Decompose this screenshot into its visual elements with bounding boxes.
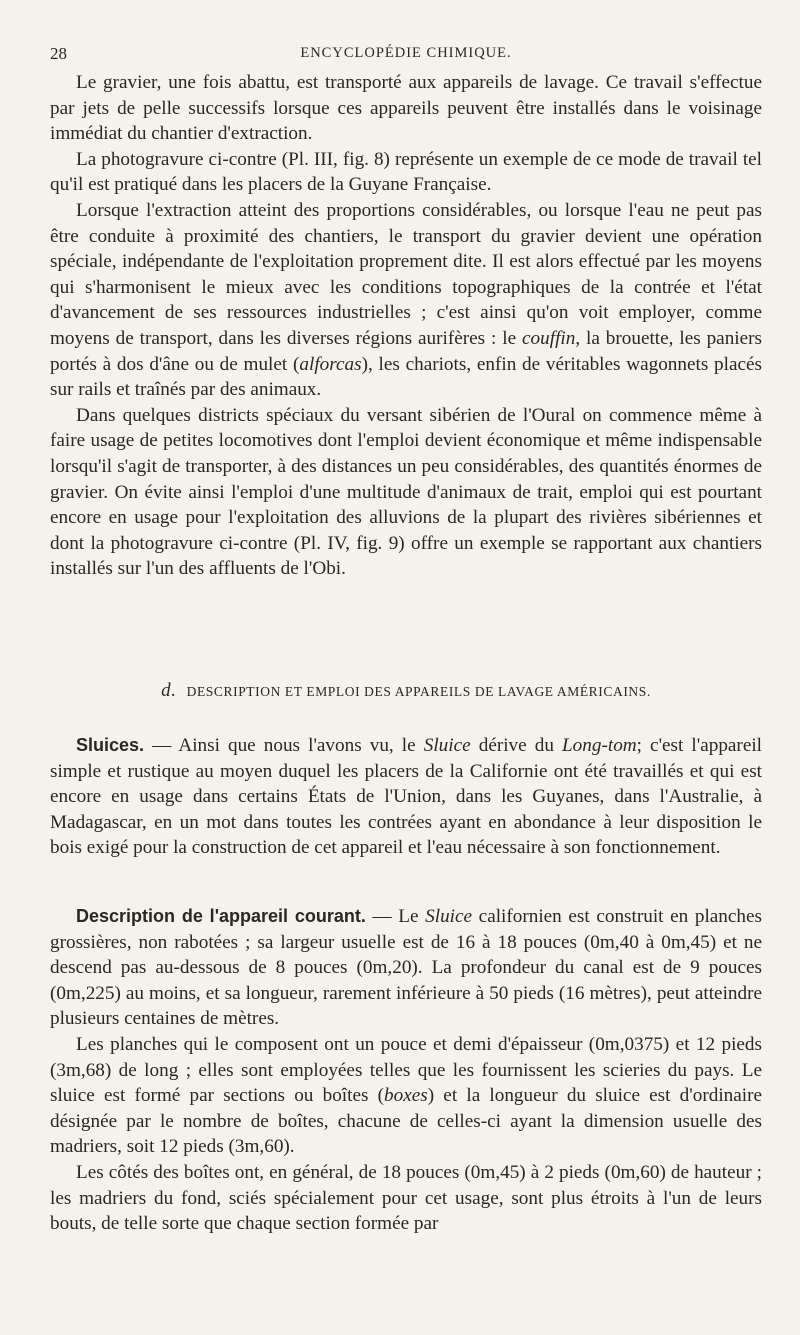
section-heading [50,680,762,702]
page-header [50,44,762,68]
text-run: Lorsque l'extraction atteint des proportions considérables, ou lorsque l'eau ne peut pas être conduite à proximité des chantiers, le transport du gravier devient une opération spéciale, indépendante de l'exploitation proprement dite. Il est alors effectué par les moyens qui s'harmonisent le mieux avec les conditions topographiques de la contrée et l'état d'avancement de ses ressources industrielles ; c'est ainsi qu'on voit employer, comme moyens de transport, dans les diverses régions aurifères : le [50,199,762,349]
text-run: ), les chariots, enfin de véritables wagonnets placés sur rails et traînés par des animaux. [50,353,762,401]
paragraph [50,904,762,1032]
italic-term-couffin: couffin [522,327,576,349]
text-run: ) et la longueur du sluice est d'ordinaire désignée par le nombre de boîtes, chacune de celles-ci ayant la dimension usuelle des madriers, soit 12 pieds (3m,60). [50,1085,762,1158]
paragraph: Le gravier, une fois abattu, est transporté aux appareils de lavage. Ce travail s'effectue par jets de pelle successifs lorsque ces appareils peuvent être installés dans le voisinage immédiat du chantier d'extraction. [50,72,762,145]
paragraph: Les côtés des boîtes ont, en général, de 18 pouces (0m,45) à 2 pieds (0m,60) de hauteur ; les madriers du fond, sciés spécialement pour cet usage, sont plus étroits à l'un de leurs bouts, de telle sorte que chaque section formée par [50,1161,762,1235]
text-block-transport [50,70,762,582]
text-block-description [50,904,762,1237]
paragraph [50,1032,762,1160]
text-run: Les planches qui le composent ont un pouce et demi d'épaisseur (0m,0375) et 12 pieds (3m,68) de long ; elles sont employées telles que les fournissent les scieries du pays. Le sluice est formé par sections ou boîtes ( [50,1033,762,1107]
italic-term-long-tom: Long-tom [562,735,637,756]
paragraph: La photogravure ci-contre (Pl. III, fig. 8) représente un exemple de ce mode de travail tel qu'il est pratiqué dans les placers de la Guyane Française. [50,148,762,196]
text-run: , la brouette, les paniers portés à dos d'âne ou de mulet ( [50,327,762,375]
section-letter: d. [161,680,177,701]
paragraph [50,198,762,403]
italic-term-sluice: Sluice [425,906,473,927]
runin-heading-sluices: Sluices. [76,735,145,755]
text-run: ; c'est l'appareil simple et rustique au moyen duquel les placers de la Californie ont été travaillés et qui est encore en usage dans certains États de l'Union, dans les Guyanes, dans l'Australie, à Madagascar, en un mot dans toutes les contrées ayant en abondance à leur disposition le bois exigé pour la construction de cet appareil et l'eau nécessaire à son fonctionnement. [50,735,762,859]
italic-term-sluice: Sluice [423,735,471,756]
section-title: DESCRIPTION ET EMPLOI DES APPAREILS DE LAVAGE AMÉRICAINS. [186,684,651,699]
running-title: ENCYCLOPÉDIE CHIMIQUE. [300,45,512,61]
page-number: 28 [50,44,67,63]
italic-term-alforcas: alforcas [299,353,362,375]
text-run: — Ainsi que nous l'avons vu, le [144,735,424,756]
paragraph: Dans quelques districts spéciaux du versant sibérien de l'Oural on commence même à faire usage de petites locomotives dont l'emploi devient économique et même indispensable lorsqu'il s'agit de transporter, à des distances un peu considérables, des quantités énormes de gravier. On évite ainsi l'emploi d'une multitude d'animaux de trait, emploi qui est pourtant encore en usage pour l'exploitation des alluvions de la plupart des rivières sibériennes et dont la photogravure ci-contre (Pl. IV, fig. 9) offre un exemple se rapportant aux chantiers installés sur l'un des affluents de l'Obi. [50,404,762,580]
text-run: — Le [365,906,426,927]
italic-term-boxes: boxes [384,1085,428,1107]
text-run: californien est construit en planches grossières, non rabotées ; sa largeur usuelle est de 16 à 18 pouces (0m,40 à 0m,45) et ne descend pas au-dessous de 8 pouces (0m,20). La profondeur du canal est de 9 pouces (0m,225) au moins, et sa longueur, rarement inférieure à 50 pieds (16 mètres), peut atteindre plusieurs centaines de mètres. [50,906,762,1030]
text-run: dérive du [470,735,563,756]
runin-heading-description: Description de l'appareil courant. [76,906,366,926]
text-block-sluices [50,733,762,861]
paragraph [50,733,762,861]
